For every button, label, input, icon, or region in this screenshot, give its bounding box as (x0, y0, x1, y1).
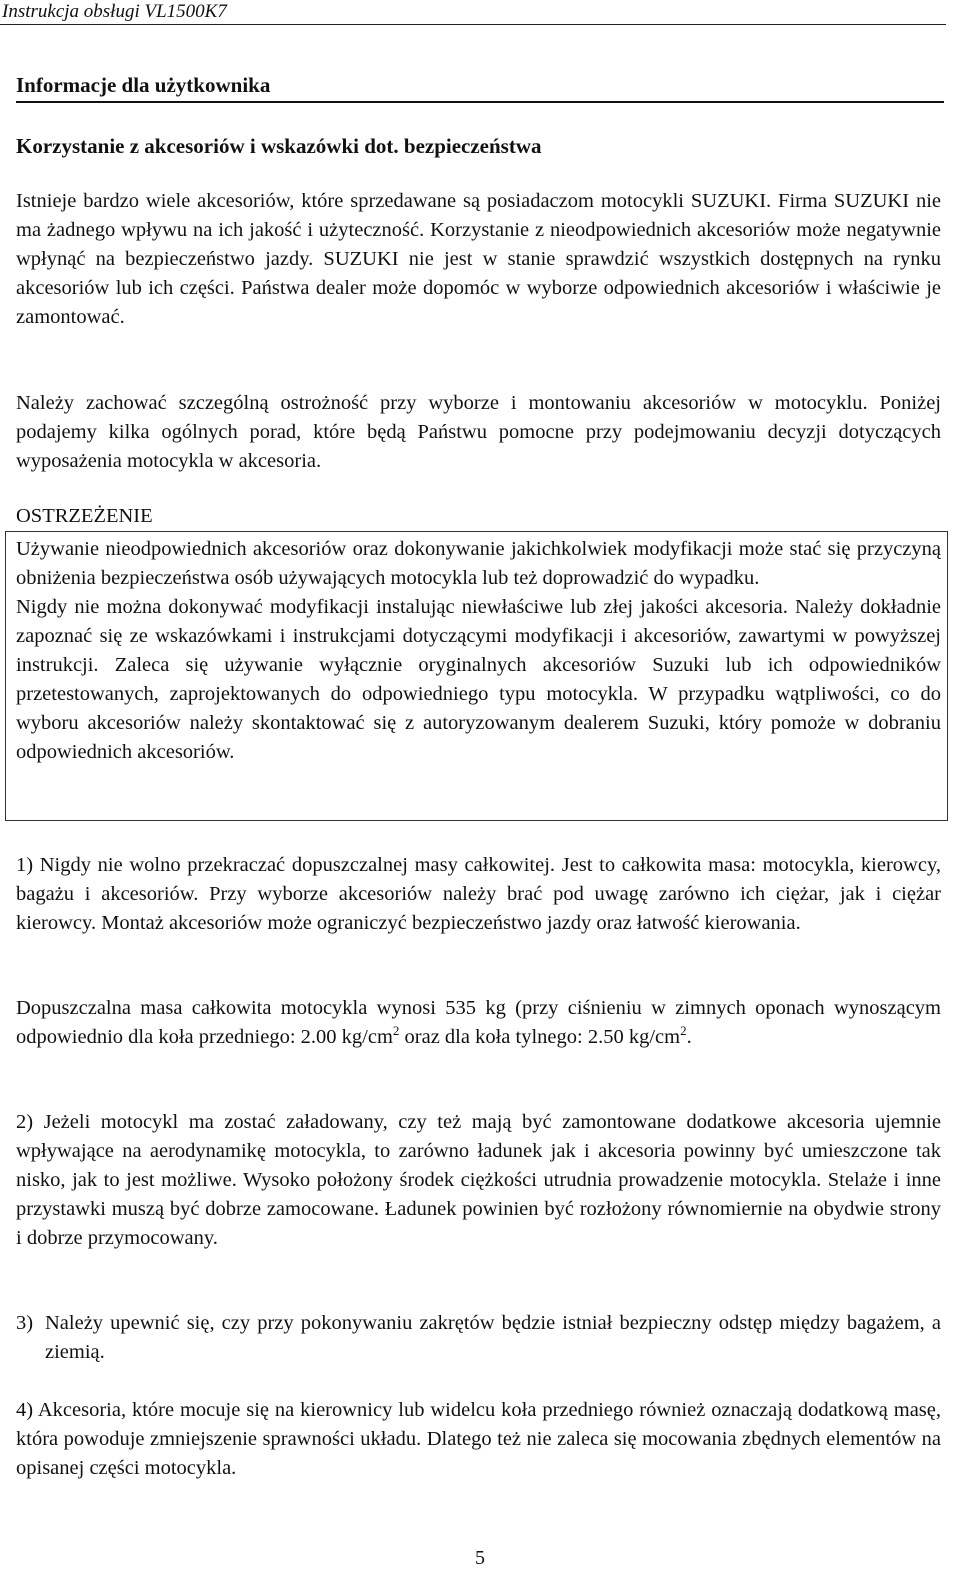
page-number: 5 (475, 1547, 485, 1569)
list-item-3-text: Należy upewnić się, czy przy pokonywaniu zakrętów będzie istniał bezpieczny odstęp między bagażem, a ziemią. (45, 1312, 941, 1363)
list-item-3 (16, 1309, 941, 1367)
mass-text-1: Dopuszczalna masa całkowita motocykla wynosi 535 kg (przy ciśnieniu w zimnych oponach wynoszącym odpowiednio dla koła przedniego: 2.00 kg/cm (16, 997, 941, 1048)
mass-text-3: . (686, 1026, 692, 1048)
list-item-3-number: 3) (16, 1312, 34, 1334)
caution-paragraph: Należy zachować szczególną ostrożność przy wyborze i montowaniu akcesoriów w motocyklu. Poniżej podajemy kilka ogólnych porad, które będą Państwu pomocne przy podejmowaniu decyzji dotyczących wyposażenia motocykla w akcesoria. (16, 392, 941, 472)
running-header (0, 0, 946, 25)
list-item-2: 2) Jeżeli motocykl ma zostać załadowany, czy też mają być zamontowane dodatkowe akcesoria ujemnie wpływające na aerodynamikę motocykla, to zarówno ładunek jak i akcesoria powinny być umieszczone tak nisko, jak to jest możliwe. Wysoko położony środek ciężkości utrudnia prowadzenie motocykla. Stelaże i inne przystawki muszą być dobrze zamocowane. Ładunek powinien być rozłożony równomiernie na obydwie strony i dobrze przymocowany. (16, 1111, 941, 1249)
warning-box (5, 531, 948, 821)
section-title: Informacje dla użytkownika (16, 71, 944, 103)
mass-paragraph (16, 994, 941, 1052)
warning-label: OSTRZEŻENIE (16, 505, 153, 527)
mass-sup-2: 2 (680, 1023, 687, 1039)
warning-text-1: Używanie nieodpowiednich akcesoriów oraz dokonywanie jakichkolwiek modyfikacji może stać się przyczyną obniżenia bezpieczeństwa osób używających motocykla lub też doprowadzić do wypadku. (16, 538, 941, 589)
mass-text-2: oraz dla koła tylnego: 2.50 kg/cm (399, 1026, 681, 1048)
warning-text-2: Nigdy nie można dokonywać modyfikacji instalując niewłaściwe lub złej jakości akcesoria. Należy dokładnie zapoznać się ze wskazówkami i instrukcjami dotyczącymi modyfikacji i akcesoriów, zawartymi w powyższej instrukcji. Zaleca się używanie wyłącznie oryginalnych akcesoriów Suzuki lub ich odpowiedników przetestowanych, zaprojektowanych do odpowiedniego typu motocykla. W przypadku wątpliwości, co do wyboru akcesoriów należy skontaktować się z autoryzowanym dealerem Suzuki, który pomoże w dobraniu odpowiednich akcesoriów. (16, 596, 941, 763)
mass-sup-1: 2 (392, 1023, 400, 1039)
header-title: Instrukcja obsługi VL1500K7 (2, 1, 227, 22)
list-item-4: 4) Akcesoria, które mocuje się na kierownicy lub widelcu koła przedniego również oznaczają dodatkową masę, która powoduje zmniejszenie sprawności układu. Dlatego też nie zaleca się mocowania zbędnych elementów na opisanej części motocykla. (16, 1399, 941, 1479)
sub-title: Korzystanie z akcesoriów i wskazówki dot. bezpieczeństwa (16, 134, 542, 158)
intro-paragraph: Istnieje bardzo wiele akcesoriów, które sprzedawane są posiadaczom motocykli SUZUKI. Firma SUZUKI nie ma żadnego wpływu na ich jakość i użyteczność. Korzystanie z nieodpowiednich akcesoriów może negatywnie wpłynąć na bezpieczeństwo jazdy. SUZUKI nie jest w stanie sprawdzić wszystkich dostępnych na rynku akcesoriów lub ich części. Państwa dealer może dopomóc w wyborze odpowiednich akcesoriów i właściwie je zamontować. (16, 190, 941, 328)
list-item-1: 1) Nigdy nie wolno przekraczać dopuszczalnej masy całkowitej. Jest to całkowita masa: motocykla, kierowcy, bagażu i akcesoriów. Przy wyborze akcesoriów należy brać pod uwagę zarówno ich ciężar, jak i ciężar kierowcy. Montaż akcesoriów może ograniczyć bezpieczeństwo jazdy oraz łatwość kierowania. (16, 854, 941, 934)
